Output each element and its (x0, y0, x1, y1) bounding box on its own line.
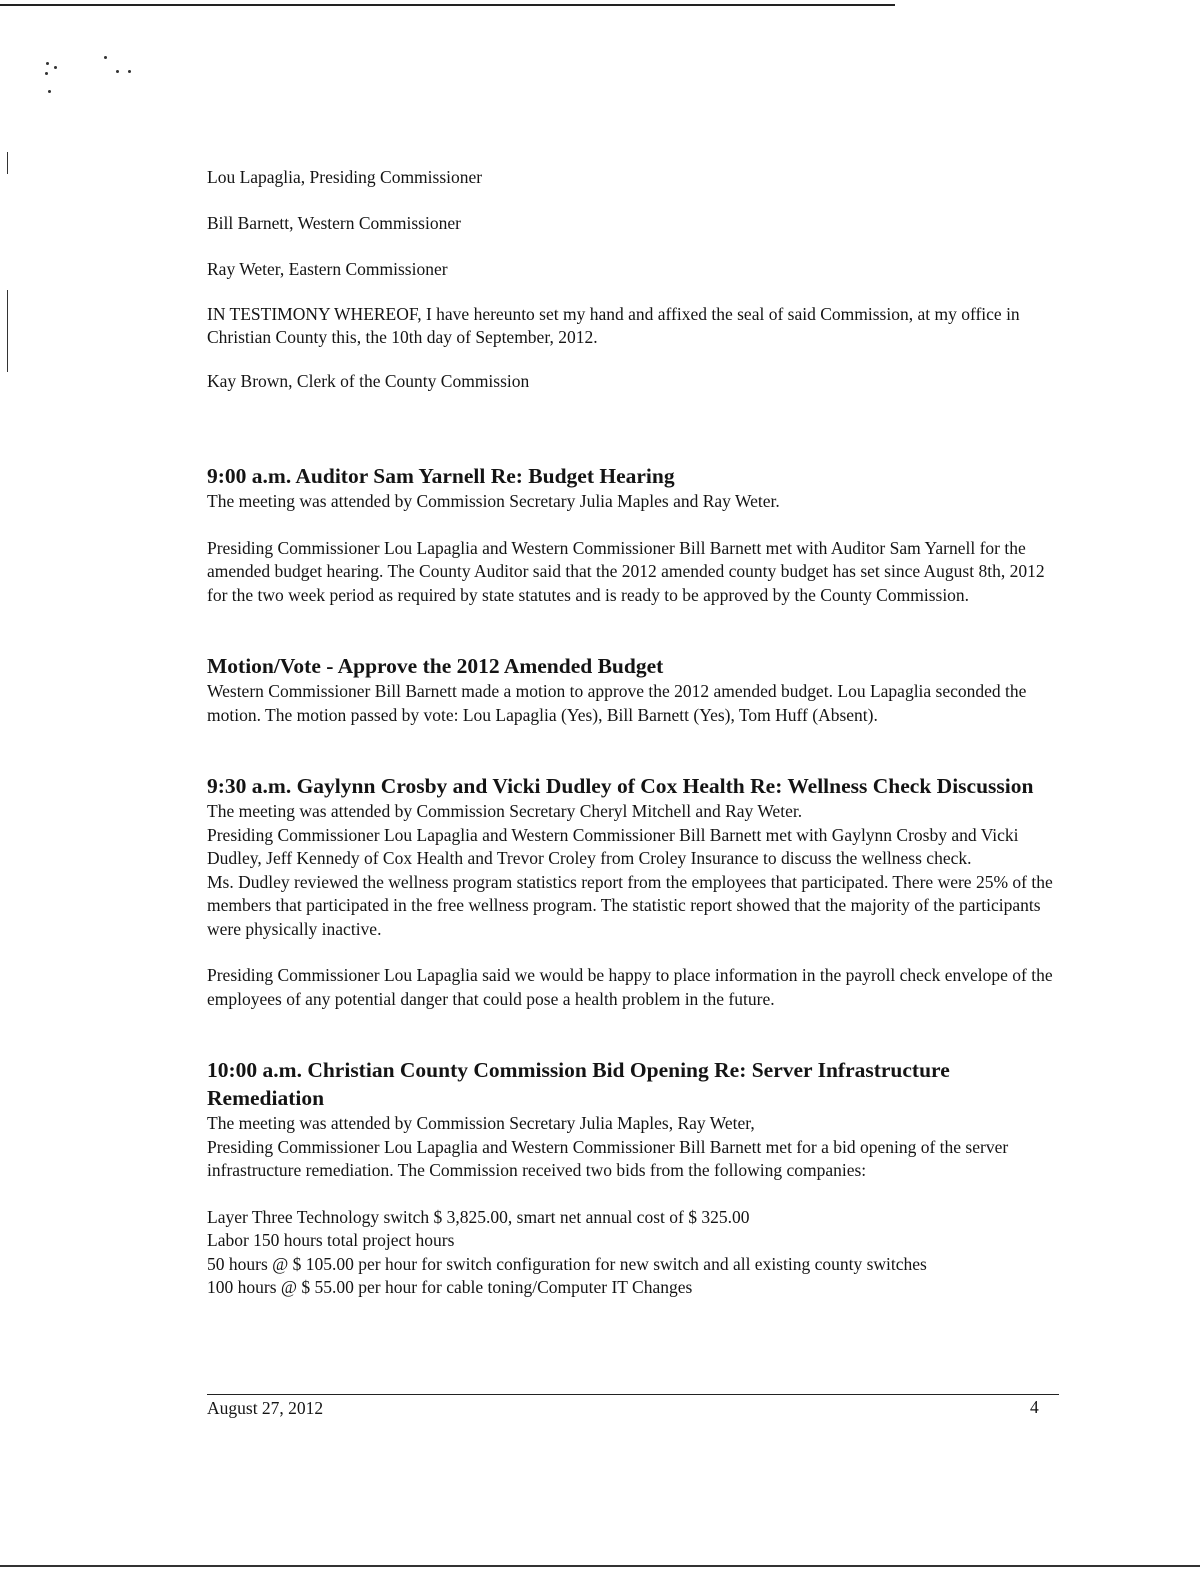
wellness-body-1: Presiding Commissioner Lou Lapaglia and Western Commissioner Bill Barnett met with Gaylynn Crosby and Vicki Dudley, Jeff Kennedy of Cox Health and Trevor Croley from Croley Insurance to discuss the wellness check. (207, 824, 1019, 868)
scan-speck (104, 56, 107, 59)
footer-divider (207, 1394, 1059, 1395)
wellness-attendance: The meeting was attended by Commission Secretary Cheryl Mitchell and Ray Weter. (207, 801, 803, 821)
signatory-eastern: Ray Weter, Eastern Commissioner (207, 259, 448, 279)
wellness-body-3: Presiding Commissioner Lou Lapaglia said we would be happy to place information in the payroll check envelope of the employees of any potential danger that could pose a health problem in the future. (207, 965, 1053, 1009)
bid-line: 100 hours @ $ 55.00 per hour for cable toning/Computer IT Changes (207, 1277, 693, 1297)
budget-hearing-attendance: The meeting was attended by Commission Secretary Julia Maples and Ray Weter. (207, 491, 780, 511)
section-heading-wellness: 9:30 a.m. Gaylynn Crosby and Vicki Dudley of Cox Health Re: Wellness Check Discussion (207, 774, 1034, 798)
margin-mark (7, 152, 8, 174)
section-heading-budget-hearing: 9:00 a.m. Auditor Sam Yarnell Re: Budget Hearing (207, 464, 675, 488)
footer-date: August 27, 2012 (207, 1398, 324, 1418)
scan-speck (45, 72, 48, 75)
motion-vote-body: Western Commissioner Bill Barnett made a motion to approve the 2012 amended budget. Lou Lapaglia seconded the motion. The motion passed by vote: Lou Lapaglia (Yes), Bill Barnett (Yes), Tom Huff (Absent). (207, 681, 1027, 725)
scan-speck (54, 66, 57, 69)
clerk-signature-line: Kay Brown, Clerk of the County Commission (207, 371, 530, 391)
bid-opening-body: Presiding Commissioner Lou Lapaglia and Western Commissioner Bill Barnett met for a bid opening of the server infrastructure remediation. The Commission received two bids from the following companies: (207, 1136, 1009, 1180)
document-content (207, 166, 1067, 1300)
bid-line: Labor 150 hours total project hours (207, 1230, 455, 1250)
page-number: 4 (1030, 1397, 1039, 1417)
scan-speck (46, 62, 49, 65)
signatory-presiding: Lou Lapaglia, Presiding Commissioner (207, 167, 483, 187)
section-heading-bid-opening: 10:00 a.m. Christian County Commission Bid Opening Re: Server Infrastructure Remediation (207, 1058, 950, 1110)
top-scan-border (0, 4, 895, 6)
section-heading-motion-vote: Motion/Vote - Approve the 2012 Amended Budget (207, 654, 664, 678)
margin-mark (7, 290, 8, 372)
scan-speck (48, 90, 51, 93)
bid-line: 50 hours @ $ 105.00 per hour for switch configuration for new switch and all existing county switches (207, 1253, 927, 1274)
scan-speck (128, 70, 131, 73)
signatory-western: Bill Barnett, Western Commissioner (207, 213, 461, 233)
wellness-body-2: Ms. Dudley reviewed the wellness program statistics report from the employees that participated. There were 25% of the members that participated in the free wellness program. The statistic report showed that the majority of the participants were physically inactive. (207, 871, 1053, 939)
testimony-paragraph: IN TESTIMONY WHEREOF, I have hereunto set my hand and affixed the seal of said Commission, at my office in Christian County this, the 10th day of September, 2012. (207, 304, 1020, 347)
bottom-scan-border (0, 1565, 1200, 1567)
scan-speck (116, 70, 119, 73)
budget-hearing-body: Presiding Commissioner Lou Lapaglia and Western Commissioner Bill Barnett met with Auditor Sam Yarnell for the amended budget hearing. The County Auditor said that the 2012 amended county budget has set since August 8th, 2012 for the two week period as required by state statutes and is ready to be approved by the County Commission. (207, 537, 1045, 605)
bid-opening-attendance: The meeting was attended by Commission Secretary Julia Maples, Ray Weter, (207, 1113, 755, 1133)
bid-line: Layer Three Technology switch $ 3,825.00, smart net annual cost of $ 325.00 (207, 1206, 750, 1227)
